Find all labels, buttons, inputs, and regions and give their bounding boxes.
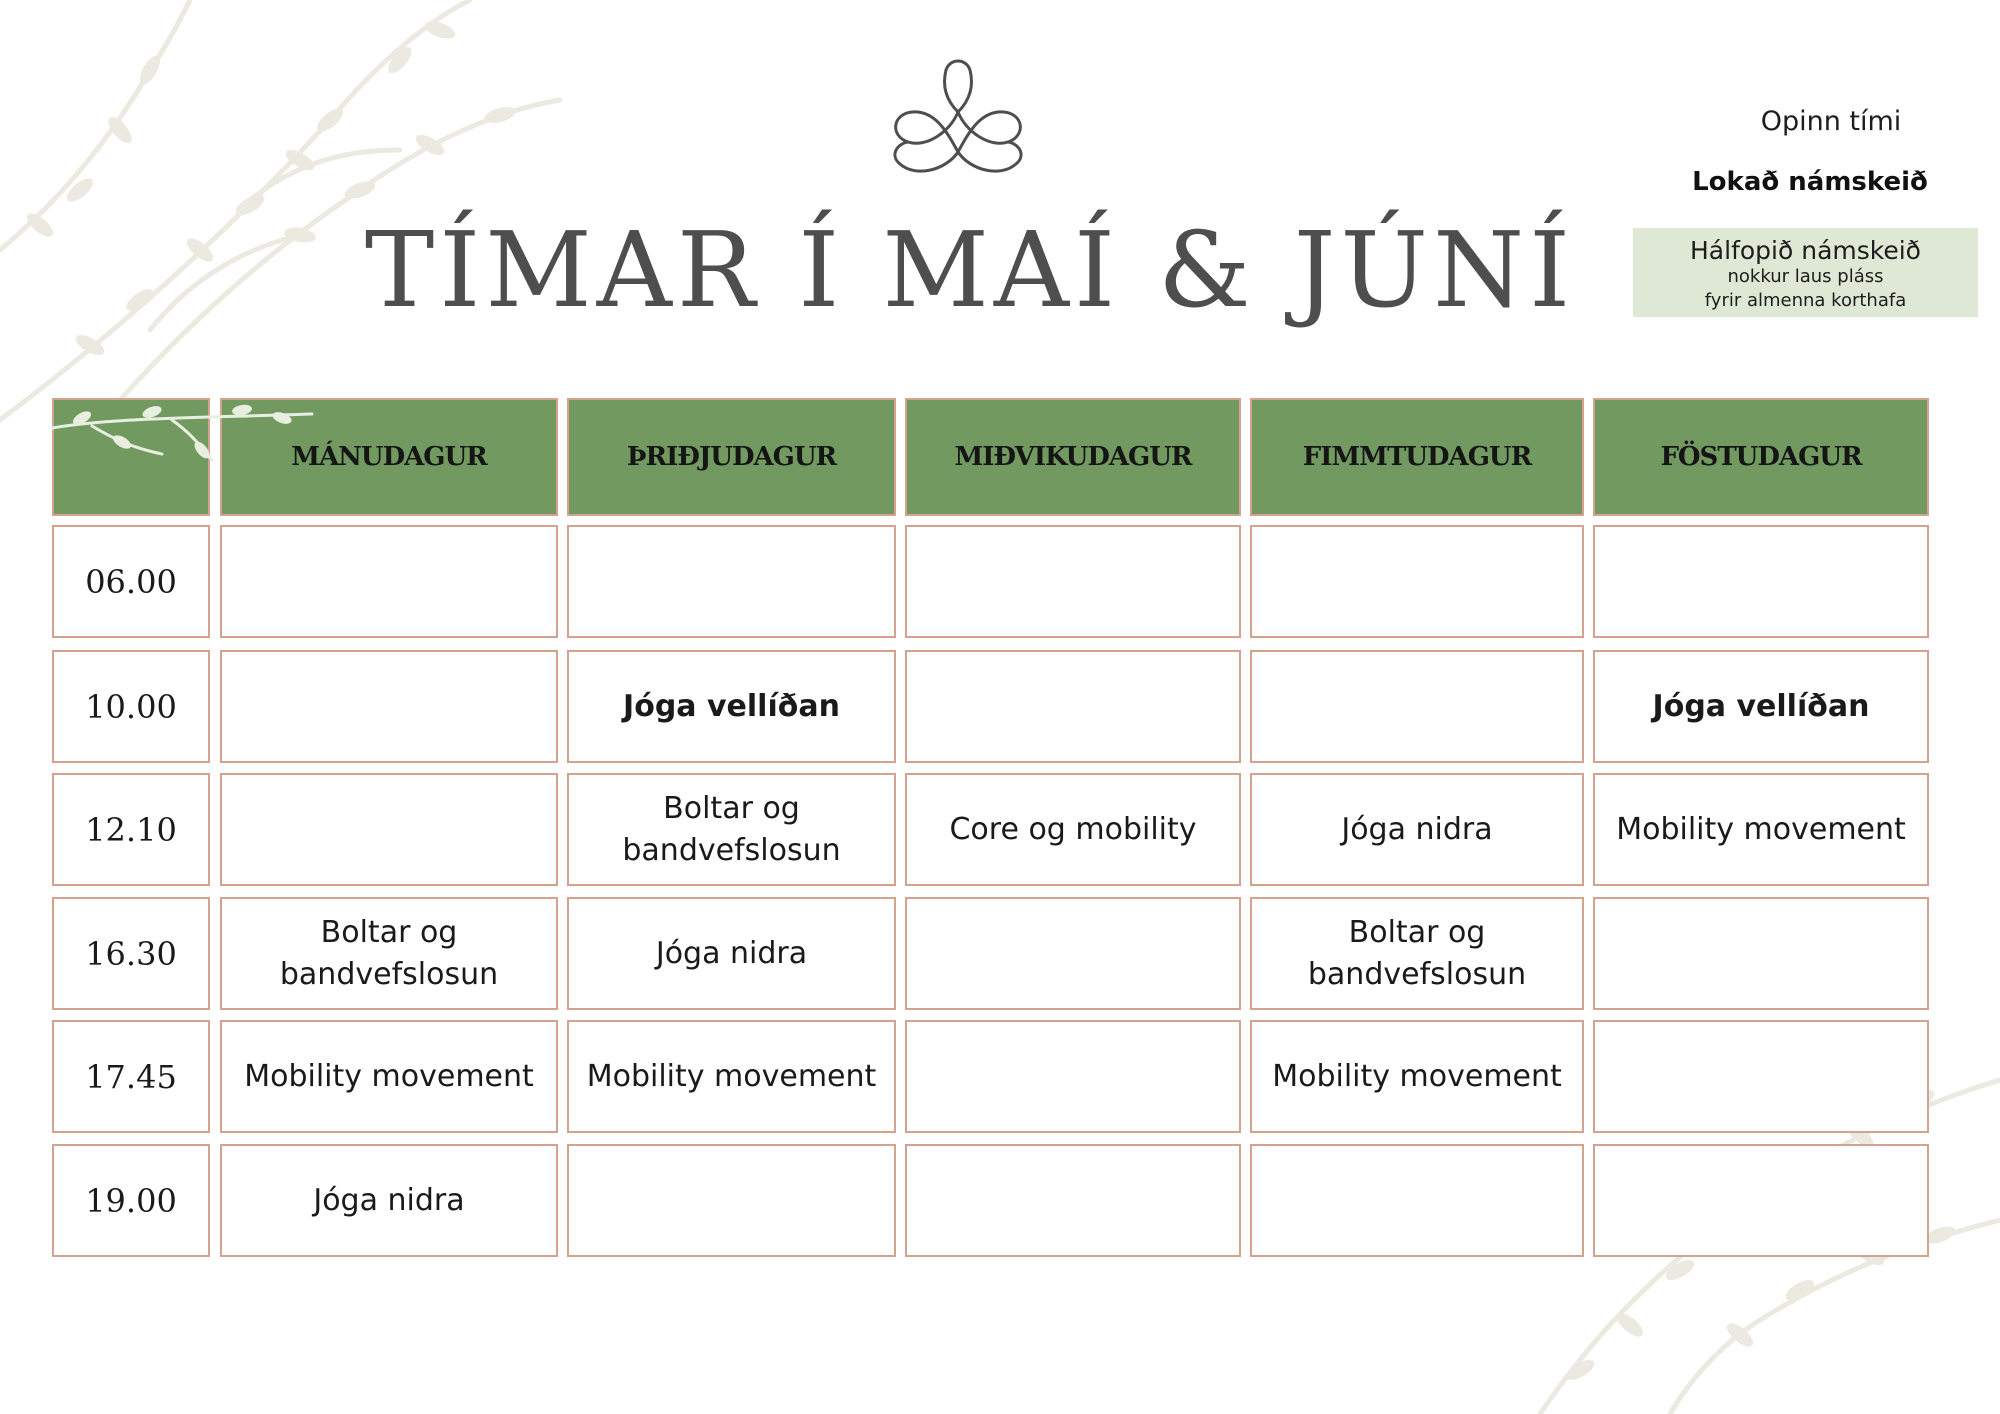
header--ri-judagur-label: ÞRIÐJUDAGUR (626, 442, 837, 472)
empty-cell (1250, 525, 1584, 638)
time-cell-10-00 (52, 650, 210, 763)
time-cell-10-00-label: 10.00 (85, 687, 177, 726)
class-cell[interactable] (220, 1144, 558, 1257)
class-cell-label: Jóga nidra (655, 935, 808, 971)
header-fimmtudagur (1250, 398, 1584, 516)
class-cell-label: Boltar og bandvefslosun (279, 914, 499, 992)
legend-half-line1: nokkur laus pláss (1727, 266, 1884, 287)
empty-cell (1593, 1144, 1929, 1257)
page-title: TÍMAR Í MAÍ & JÚNÍ (364, 209, 1576, 331)
empty-cell (905, 650, 1241, 763)
header-mi-vikudagur-label: MIÐVIKUDAGUR (954, 442, 1192, 472)
class-cell[interactable] (567, 773, 896, 886)
empty-cell (220, 773, 558, 886)
class-cell-label: Jóga vellíðan (1652, 688, 1870, 724)
empty-cell (1250, 650, 1584, 763)
class-cell[interactable] (905, 773, 1241, 886)
class-cell[interactable] (1593, 650, 1929, 763)
class-cell[interactable] (567, 650, 896, 763)
class-cell[interactable] (1593, 773, 1929, 886)
empty-cell (1593, 897, 1929, 1010)
class-cell-label: Mobility movement (1616, 811, 1906, 847)
header-fostudagur (1593, 398, 1929, 516)
time-cell-17-45 (52, 1020, 210, 1133)
empty-cell (1593, 525, 1929, 638)
header-manudagur-label: MÁNUDAGUR (291, 442, 487, 472)
header-corner-cell (52, 398, 210, 516)
time-cell-16-30 (52, 897, 210, 1010)
time-cell-19-00-label: 19.00 (85, 1181, 177, 1220)
class-cell-label: Mobility movement (244, 1058, 534, 1094)
legend-half-title: Hálfopið námskeið (1690, 236, 1921, 265)
time-cell-06-00 (52, 525, 210, 638)
time-cell-16-30-label: 16.30 (85, 934, 177, 973)
empty-cell (220, 650, 558, 763)
empty-cell (220, 525, 558, 638)
class-cell-label: Mobility movement (586, 1058, 877, 1094)
empty-cell (567, 1144, 896, 1257)
class-cell[interactable] (1250, 897, 1584, 1010)
class-cell-label: Mobility movement (1272, 1058, 1562, 1094)
legend-half-line2: fyrir almenna korthafa (1704, 290, 1907, 311)
legend-open-class: Opinn tími (1760, 106, 1902, 137)
class-cell[interactable] (220, 1020, 558, 1133)
class-cell[interactable] (567, 897, 896, 1010)
time-cell-12-10 (52, 773, 210, 886)
legend-half-open-course (1633, 228, 1978, 317)
header-mi-vikudagur (905, 398, 1241, 516)
class-cell-label: Core og mobility (949, 811, 1197, 847)
time-cell-12-10-label: 12.10 (85, 810, 177, 849)
header-fostudagur-label: FÖSTUDAGUR (1660, 442, 1862, 472)
class-cell-label: Jóga nidra (1341, 811, 1493, 847)
lotus-loop-icon (886, 52, 1030, 184)
header-manudagur (220, 398, 558, 516)
empty-cell (905, 1020, 1241, 1133)
class-cell[interactable] (1250, 773, 1584, 886)
class-cell-label: Boltar og bandvefslosun (622, 790, 841, 868)
empty-cell (905, 525, 1241, 638)
empty-cell (905, 897, 1241, 1010)
legend-closed-course: Lokað námskeið (1692, 167, 1928, 197)
time-cell-19-00 (52, 1144, 210, 1257)
empty-cell (567, 525, 896, 638)
header-fimmtudagur-label: FIMMTUDAGUR (1302, 442, 1532, 472)
empty-cell (1593, 1020, 1929, 1133)
time-cell-17-45-label: 17.45 (85, 1057, 177, 1096)
class-cell-label: Jóga vellíðan (623, 688, 840, 724)
class-cell[interactable] (220, 897, 558, 1010)
class-cell[interactable] (567, 1020, 896, 1133)
class-cell-label: Boltar og bandvefslosun (1307, 914, 1527, 992)
time-cell-06-00-label: 06.00 (85, 562, 177, 601)
empty-cell (905, 1144, 1241, 1257)
header--ri-judagur (567, 398, 896, 516)
class-cell-label: Jóga nidra (313, 1182, 465, 1218)
class-cell[interactable] (1250, 1020, 1584, 1133)
empty-cell (1250, 1144, 1584, 1257)
